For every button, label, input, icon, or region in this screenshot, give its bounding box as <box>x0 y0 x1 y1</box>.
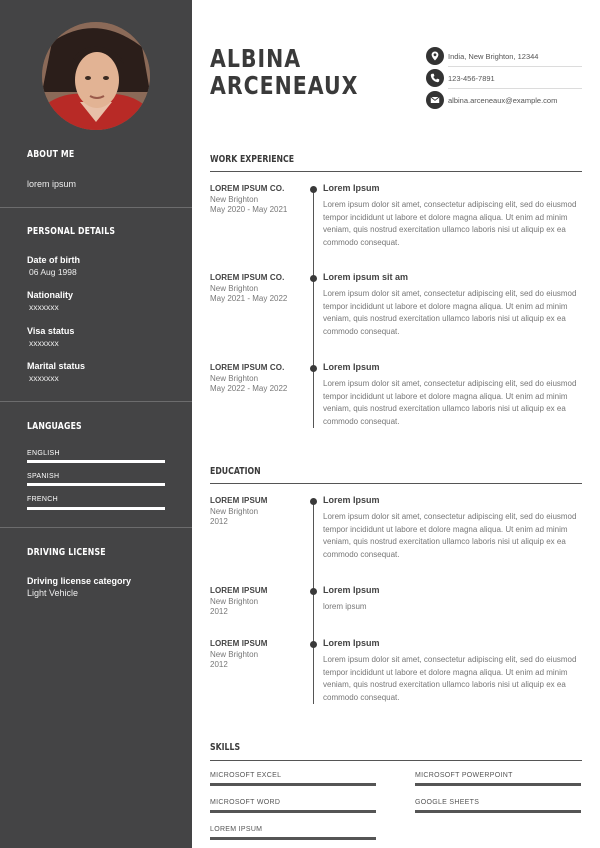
driving-license-title: DRIVING LICENSE <box>27 547 106 558</box>
skill-name: MICROSOFT EXCEL <box>210 772 282 779</box>
skill-name: MICROSOFT POWERPOINT <box>415 772 513 779</box>
education-entry-body <box>323 638 582 704</box>
location: New Brighton <box>210 373 259 383</box>
language-name: ENGLISH <box>27 450 60 457</box>
personal-details-title: PERSONAL DETAILS <box>27 226 116 237</box>
first-name: ALBINA <box>210 44 302 73</box>
dates: 2012 <box>210 517 228 526</box>
detail-label: Visa status <box>27 326 75 336</box>
skill-name: LOREM IPSUM <box>210 826 263 833</box>
dates: May 2021 - May 2022 <box>210 294 288 303</box>
dates: May 2022 - May 2022 <box>210 384 288 393</box>
phone-icon <box>426 69 444 87</box>
entry-description: Lorem ipsum dolor sit amet, consectetur adipiscing elit, sed do eiusmod tempor incididunt ut labore et dolore magna aliqua. Ut enim ad minim veniam, quis nostrud exercitation ullamco laboris nisi ut aliquip ex ea commodo consequat. <box>323 200 577 247</box>
detail-value: 06 Aug 1998 <box>29 267 77 277</box>
timeline-line <box>313 501 314 704</box>
sidebar <box>0 0 192 848</box>
entry-title: Lorem Ipsum <box>323 585 380 595</box>
email-text: albina.arceneaux@example.com <box>448 96 558 105</box>
section-divider <box>210 760 582 761</box>
avatar <box>42 22 150 130</box>
timeline-dot <box>310 498 317 505</box>
entry-title: Lorem Ipsum <box>323 638 380 648</box>
education-entry-meta <box>210 496 306 526</box>
education-entry-body <box>323 495 582 561</box>
detail-label: Date of birth <box>27 255 80 265</box>
language-level-bar <box>27 460 165 463</box>
skill-level-bar <box>210 810 376 813</box>
timeline-dot <box>310 186 317 193</box>
language-level-bar <box>27 507 165 510</box>
skill-name: MICROSOFT WORD <box>210 799 281 806</box>
skills-title: SKILLS <box>210 742 241 753</box>
languages-title: LANGUAGES <box>27 421 82 432</box>
institution: LOREM IPSUM <box>210 496 268 505</box>
entry-title: Lorem Ipsum <box>323 495 380 505</box>
timeline-dot <box>310 641 317 648</box>
work-experience-title: WORK EXPERIENCE <box>210 154 295 165</box>
detail-label: Marital status <box>27 361 86 371</box>
entry-description: lorem ipsum <box>323 602 367 611</box>
entry-description: Lorem ipsum dolor sit amet, consectetur adipiscing elit, sed do eiusmod tempor incididunt ut labore et dolore magna aliqua. Ut enim ad minim veniam, quis nostrud exercitation ullamco laboris nisi ut aliquip ex ea commodo consequat. <box>323 655 577 702</box>
location: New Brighton <box>210 649 259 659</box>
location: New Brighton <box>210 283 259 293</box>
email-icon <box>426 91 444 109</box>
education-entry-body <box>323 585 582 614</box>
education-entry-meta <box>210 586 306 616</box>
about-text: lorem ipsum <box>27 179 77 189</box>
education-entry-meta <box>210 639 306 669</box>
institution: LOREM IPSUM <box>210 586 268 595</box>
location: New Brighton <box>210 596 259 606</box>
entry-title: Lorem Ipsum <box>323 362 380 372</box>
entry-title: Lorem ipsum sit am <box>323 272 409 282</box>
driving-label: Driving license category <box>27 576 132 586</box>
entry-description: Lorem ipsum dolor sit amet, consectetur adipiscing elit, sed do eiusmod tempor incididunt ut labore et dolore magna aliqua. Ut enim ad minim veniam, quis nostrud exercitation ullamco laboris nisi ut aliquip ex ea commodo consequat. <box>323 289 577 336</box>
timeline-line <box>313 189 314 428</box>
dates: 2012 <box>210 660 228 669</box>
detail-value: xxxxxxx <box>29 373 59 383</box>
location: New Brighton <box>210 194 259 204</box>
skill-level-bar <box>210 783 376 786</box>
organization: LOREM IPSUM CO. <box>210 363 285 372</box>
dates: 2012 <box>210 607 228 616</box>
skill-level-bar <box>415 810 581 813</box>
portrait-image <box>42 22 150 130</box>
divider <box>0 527 192 528</box>
detail-value: xxxxxxx <box>29 302 59 312</box>
entry-description: Lorem ipsum dolor sit amet, consectetur adipiscing elit, sed do eiusmod tempor incididunt ut labore et dolore magna aliqua. Ut enim ad minim veniam, quis nostrud exercitation ullamco laboris nisi ut aliquip ex ea commodo consequat. <box>323 379 577 426</box>
section-divider <box>210 171 582 172</box>
language-level-bar <box>27 483 165 486</box>
divider <box>448 88 582 89</box>
driving-value: Light Vehicle <box>27 588 79 598</box>
divider <box>0 401 192 402</box>
organization: LOREM IPSUM CO. <box>210 184 285 193</box>
language-name: FRENCH <box>27 496 58 503</box>
organization: LOREM IPSUM CO. <box>210 273 285 282</box>
language-name: SPANISH <box>27 473 60 480</box>
location: New Brighton <box>210 506 259 516</box>
entry-description: Lorem ipsum dolor sit amet, consectetur adipiscing elit, sed do eiusmod tempor incididunt ut labore et dolore magna aliqua. Ut enim ad minim veniam, quis nostrud exercitation ullamco laboris nisi ut aliquip ex ea commodo consequat. <box>323 512 577 559</box>
skill-level-bar <box>210 837 376 840</box>
divider <box>0 207 192 208</box>
education-title: EDUCATION <box>210 466 261 477</box>
work-entry-body <box>323 183 582 249</box>
work-entry-meta <box>210 363 306 393</box>
dates: May 2020 - May 2021 <box>210 205 288 214</box>
entry-title: Lorem Ipsum <box>323 183 380 193</box>
detail-value: xxxxxxx <box>29 338 59 348</box>
phone-text: 123-456-7891 <box>448 74 495 83</box>
timeline-dot <box>310 275 317 282</box>
institution: LOREM IPSUM <box>210 639 268 648</box>
location-pin-icon <box>426 47 444 65</box>
about-title: ABOUT ME <box>27 149 75 160</box>
last-name: ARCENEAUX <box>210 71 359 100</box>
work-entry-meta <box>210 184 306 214</box>
timeline-dot <box>310 365 317 372</box>
section-divider <box>210 483 582 484</box>
work-entry-meta <box>210 273 306 303</box>
address-text: India, New Brighton, 12344 <box>448 52 539 61</box>
skill-level-bar <box>415 783 581 786</box>
skill-name: GOOGLE SHEETS <box>415 799 480 806</box>
divider <box>448 66 582 67</box>
work-entry-body <box>323 272 582 338</box>
detail-label: Nationality <box>27 290 74 300</box>
timeline-dot <box>310 588 317 595</box>
work-entry-body <box>323 362 582 428</box>
